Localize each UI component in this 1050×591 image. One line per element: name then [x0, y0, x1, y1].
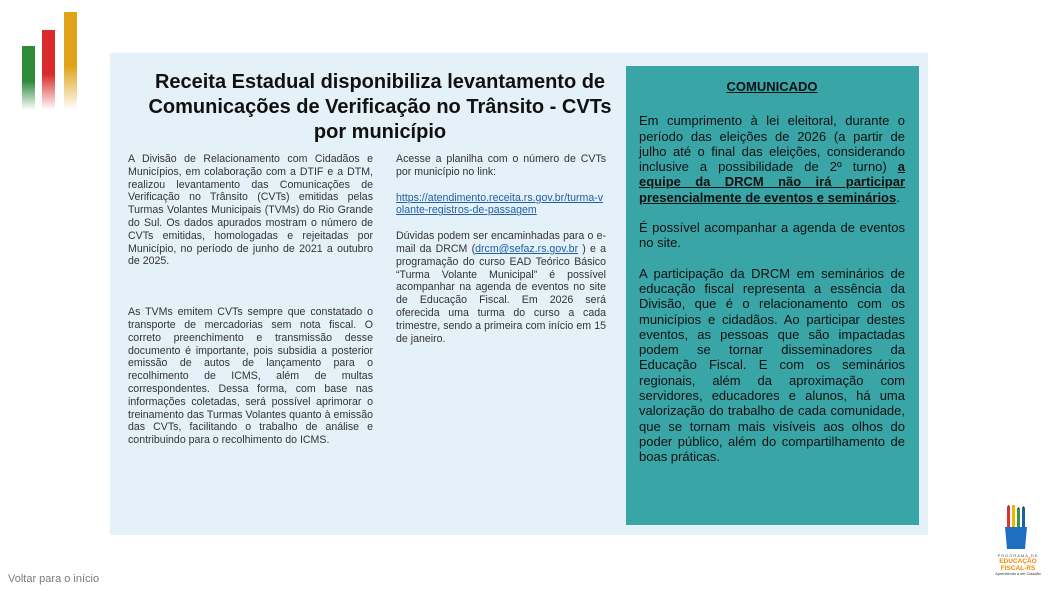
program-logo-small-text: PROGRAMA DE: [997, 553, 1039, 558]
comunicado-p1-emphasis: a equipe da DRCM não irá participar presencialmente de eventos e seminários: [639, 159, 905, 205]
article-title: Receita Estadual disponibiliza levantamento de Comunicações de Verificação no Trânsito - CVTs por município: [148, 71, 612, 143]
program-logo-line2: FISCAL-RS: [1000, 565, 1036, 572]
comunicado-paragraph-3: A participação da DRCM em seminários de educação fiscal representa a essência da Divisão, que é o relacionamento com os municípios e cidadãos. Ao participar destes eventos, as pessoas que são impactadas podem se tornar disseminadores da Educação Fiscal. E com os seminários regionais, além da aproximação com servidores, educadores e alunos, há uma valorização do trabalho de cada comunidade, que se tornam mais visíveis aos olhos do poder público, além do compartilhamento de boas práticas.: [639, 265, 905, 465]
comunicado-paragraph-1: [639, 113, 905, 205]
contact-text-before: Dúvidas podem ser encaminhadas para o e-mail da DRCM (: [396, 230, 606, 255]
program-logo-tagline: Aprendendo a ser Cidadão: [995, 572, 1041, 576]
logo-bar-red: [42, 30, 55, 110]
program-logo: [992, 505, 1044, 585]
comunicado-box: [626, 66, 919, 525]
spreadsheet-intro: Acesse a planilha com o número de CVTs por município no link:: [396, 153, 606, 178]
header-logo-bars: [20, 10, 80, 110]
contact-paragraph: [396, 230, 606, 345]
article-paragraph-2: As TVMs emitem CVTs sempre que constatado o transporte de mercadorias sem nota fiscal. O correto preenchimento e transmissão desse documento é importante, pois subsidia a posterior emissão de autos de lançamento para o recolhimento de ICMS, além de multas correspondentes. Dessa forma, com base nas informações coletadas, será possível aprimorar o treinamento das Turmas Volantes quanto à emissão das CVTs, facilitando o trabalho de análise e contribuindo para o recolhimento do ICMS.: [128, 306, 373, 447]
comunicado-paragraph-2: É possível acompanhar a agenda de eventos no site.: [639, 220, 905, 251]
article-mid-column: [396, 153, 606, 345]
comunicado-p1-text: Em cumprimento à lei eleitoral, durante o período das eleições de 2026 (a partir de julho até o final das eleições, considerando inclusive a possibilidade de 2º turno): [639, 113, 905, 175]
email-link[interactable]: drcm@sefaz.rs.gov.br: [475, 242, 579, 255]
article-left-column: [128, 153, 373, 447]
program-logo-line1: EDUCAÇÃO: [999, 558, 1037, 565]
pencil-cup-icon: [1004, 505, 1028, 551]
comunicado-p1-end: .: [896, 189, 900, 205]
comunicado-heading: COMUNICADO: [726, 79, 818, 94]
logo-bar-green: [22, 46, 35, 110]
back-to-start-link[interactable]: Voltar para o início: [8, 573, 100, 585]
logo-bar-gold: [64, 12, 77, 110]
spreadsheet-link[interactable]: https://atendimento.receita.rs.gov.br/turma-volante-registros-de-passagem: [396, 191, 604, 217]
contact-text-after: ) e a programação do curso EAD Teórico Básico “Turma Volante Municipal” é possível acompanhar na agenda de eventos no site de Educação Fiscal. Em 2026 será oferecida uma turma do curso a cada trimestre, sendo a primeira com início em 15 de janeiro.: [396, 242, 606, 345]
article-paragraph-1: A Divisão de Relacionamento com Cidadãos e Municípios, em colaboração com a DTIF e a DTM, realizou levantamento das Comunicações de Verificação no Trânsito (CVTs) emitidas pelas Turmas Volantes Municipais (TVMs) do Rio Grande do Sul. Os dados apurados mostram o número de CVTs emitidas, homologadas e rejeitadas por Município, no período de junho de 2021 a outubro de 2025.: [128, 153, 373, 268]
